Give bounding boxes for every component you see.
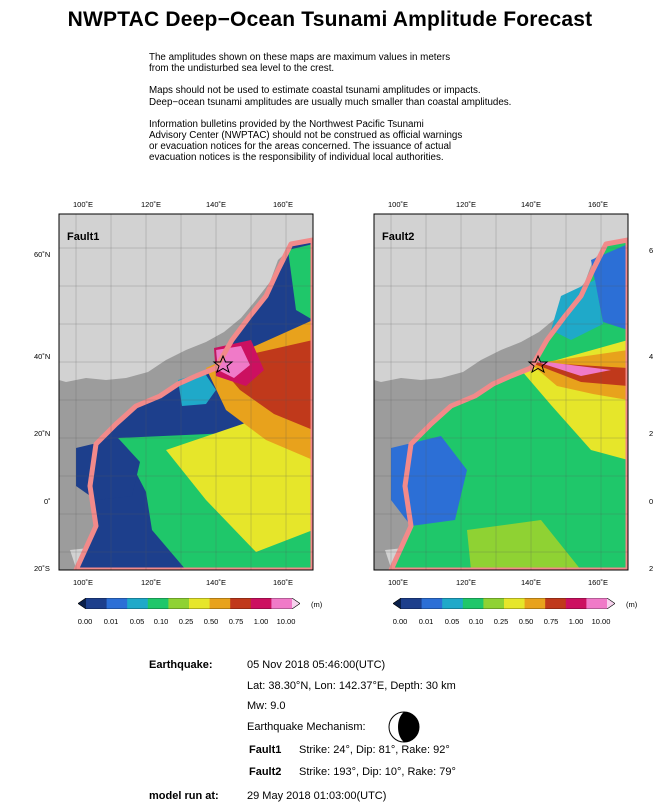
lat-tick: 6 <box>649 246 654 255</box>
earthquake-location: Lat: 38.30°N, Lon: 142.37°E, Depth: 30 km <box>247 680 456 692</box>
fault1-params: Strike: 24°, Dip: 81°, Rake: 92° <box>299 744 450 756</box>
lon-tick: 100˚E <box>388 200 409 209</box>
fault1-name: Fault1 <box>249 744 282 756</box>
lat-tick: 0˚ <box>44 497 51 506</box>
fault2-params: Strike: 193°, Dip: 10°, Rake: 79° <box>299 766 456 778</box>
lon-tick: 160˚E <box>588 578 609 587</box>
lat-tick: 2 <box>649 429 654 438</box>
lat-tick: 40˚N <box>34 352 51 361</box>
colorbar-segment <box>292 598 300 609</box>
colorbar-segment <box>107 598 128 609</box>
colorbar-segment <box>189 598 210 609</box>
model-run-label: model run at: <box>149 790 219 802</box>
colorbar-segment <box>545 598 566 609</box>
colorbar-segment <box>566 598 587 609</box>
colorbar-label: 0.25 <box>178 617 194 626</box>
lon-tick: 140˚E <box>521 578 542 587</box>
earthquake-magnitude: Mw: 9.0 <box>247 700 286 712</box>
colorbar-segment <box>607 598 615 609</box>
colorbar-fault1-scale <box>78 598 300 609</box>
lon-tick: 100˚E <box>73 200 94 209</box>
lat-tick: 2 <box>649 564 654 573</box>
earthquake-datetime: 05 Nov 2018 05:46:00(UTC) <box>247 659 386 671</box>
colorbar-label: 0.25 <box>493 617 509 626</box>
lon-tick: 100˚E <box>73 578 94 587</box>
note-amplitude-definition: The amplitudes shown on these maps are maximum values in meters from the undisturbed sea level to the crest. <box>149 52 451 75</box>
colorbar-fault1 <box>78 598 328 632</box>
colorbar-label: 0.75 <box>228 617 244 626</box>
colorbar-label: 10.00 <box>591 617 611 626</box>
colorbar-label: 1.00 <box>568 617 584 626</box>
colorbar-segment <box>442 598 463 609</box>
colorbar-segment <box>86 598 107 609</box>
lon-tick: 160˚E <box>588 200 609 209</box>
mechanism-label: Earthquake Mechanism: <box>247 721 366 733</box>
colorbar-fault2-scale <box>393 598 615 609</box>
colorbar-segment <box>393 598 401 609</box>
colorbar-segment <box>504 598 525 609</box>
page-title: NWPTAC Deep−Ocean Tsunami Amplitude Forecast <box>67 8 593 31</box>
colorbar-label: 0.00 <box>392 617 408 626</box>
colorbar-segment <box>422 598 443 609</box>
colorbar-label: 0.01 <box>103 617 119 626</box>
colorbar-segment <box>230 598 251 609</box>
colorbar-label: 0.00 <box>77 617 93 626</box>
colorbar-segment <box>168 598 189 609</box>
colorbar-segment <box>463 598 484 609</box>
lon-tick: 140˚E <box>206 578 227 587</box>
map-panel-fault2 <box>371 200 633 588</box>
lon-tick: 140˚E <box>206 200 227 209</box>
colorbar-segment <box>271 598 292 609</box>
colorbar-label: 0.05 <box>444 617 460 626</box>
colorbar-unit: (m) <box>311 600 323 609</box>
fault2-name: Fault2 <box>249 766 282 778</box>
colorbar-segment <box>401 598 422 609</box>
colorbar-segment <box>483 598 504 609</box>
colorbar-segment <box>586 598 607 609</box>
colorbar-label: 0.01 <box>418 617 434 626</box>
lon-tick: 140˚E <box>521 200 542 209</box>
lon-tick: 100˚E <box>388 578 409 587</box>
map-fault1-graphic <box>56 200 318 588</box>
note-coastal-warning: Maps should not be used to estimate coastal tsunami amplitudes or impacts. Deep−ocean tsunami amplitudes are usually much smaller than coastal amplitudes. <box>149 85 512 108</box>
earthquake-label: Earthquake: <box>149 659 213 671</box>
lat-tick: 20˚S <box>34 564 50 573</box>
colorbar-label: 0.50 <box>518 617 534 626</box>
lat-tick: 60˚N <box>34 250 51 259</box>
lat-tick: 0 <box>649 497 654 506</box>
note-official-warnings: Information bulletins provided by the Northwest Pacific Tsunami Advisory Center (NWPTAC) should not be construed as official warnings or evacuation notices for the areas concerned. The issuance of actual evacuation notices is the responsibility of individual local authorities. <box>149 118 463 164</box>
focal-mechanism-beachball-icon <box>387 710 421 744</box>
colorbar-segment <box>525 598 546 609</box>
lat-tick: 20˚N <box>34 429 51 438</box>
lon-tick: 120˚E <box>141 578 162 587</box>
colorbar-label: 1.00 <box>253 617 269 626</box>
colorbar-segment <box>210 598 231 609</box>
colorbar-label: 0.05 <box>129 617 145 626</box>
map-label-fault1: Fault1 <box>67 231 100 243</box>
lon-tick: 160˚E <box>273 200 294 209</box>
colorbar-label: 10.00 <box>276 617 296 626</box>
colorbar-label: 0.50 <box>203 617 219 626</box>
colorbar-unit: (m) <box>626 600 638 609</box>
lon-tick: 120˚E <box>141 200 162 209</box>
colorbar-label: 0.75 <box>543 617 559 626</box>
colorbar-segment <box>148 598 169 609</box>
map-fault2-graphic <box>371 200 633 588</box>
lat-tick: 4 <box>649 352 654 361</box>
map-label-fault2: Fault2 <box>382 231 415 243</box>
colorbar-fault2 <box>393 598 643 632</box>
model-run-time: 29 May 2018 01:03:00(UTC) <box>247 790 387 802</box>
colorbar-segment <box>78 598 86 609</box>
lon-tick: 120˚E <box>456 200 477 209</box>
disclaimer-notes <box>149 52 569 175</box>
colorbar-label: 0.10 <box>468 617 484 626</box>
lon-tick: 160˚E <box>273 578 294 587</box>
lon-tick: 120˚E <box>456 578 477 587</box>
colorbar-segment <box>127 598 148 609</box>
colorbar-label: 0.10 <box>153 617 169 626</box>
colorbar-segment <box>251 598 272 609</box>
map-panel-fault1 <box>56 200 318 588</box>
